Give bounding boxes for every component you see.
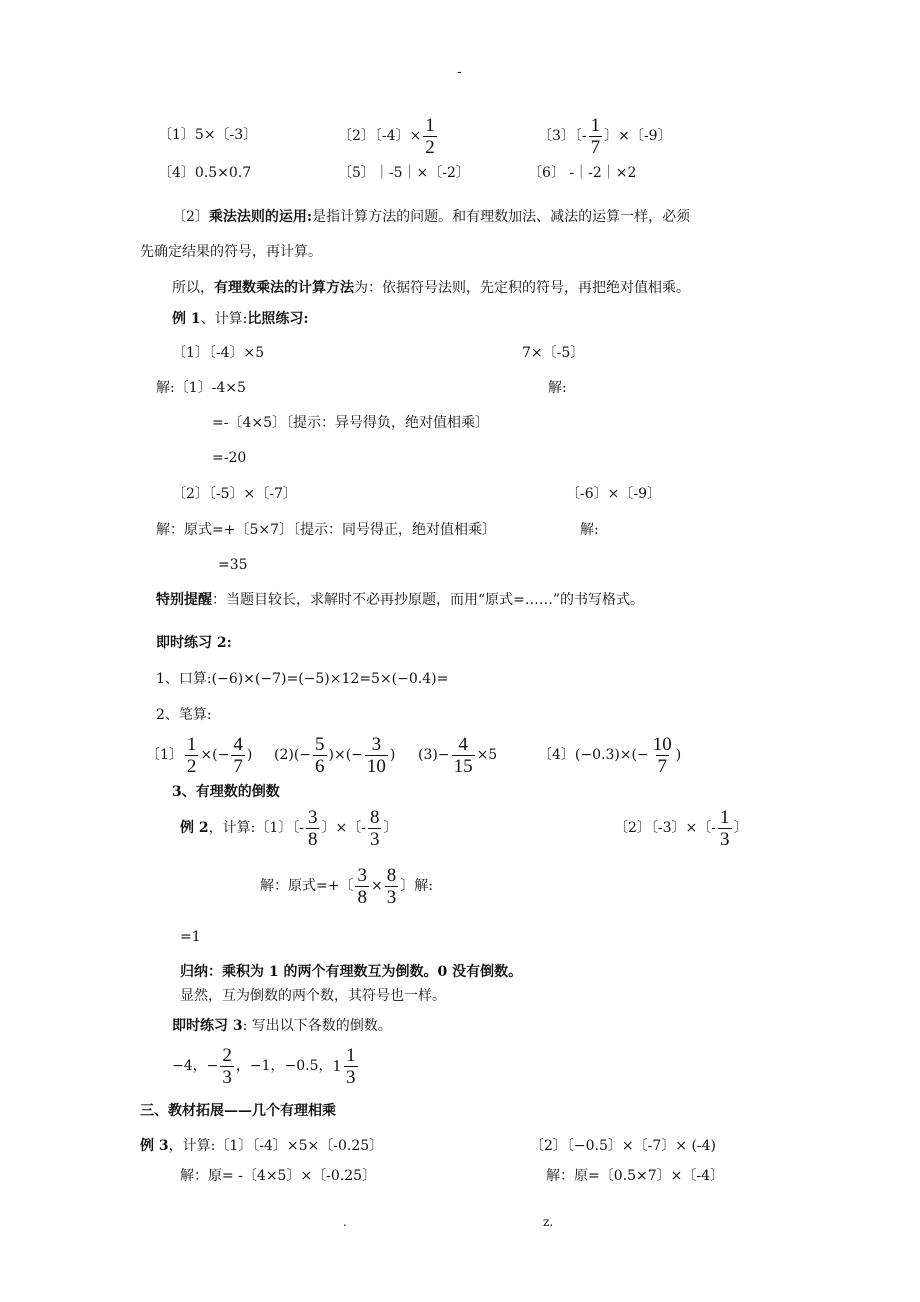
exercise-2-text: 〔2〕〔-4〕× <box>338 128 422 144</box>
numbers-text: ，−1，−0.5， <box>235 1058 333 1074</box>
numerator: 8 <box>369 806 380 828</box>
operator: × <box>370 878 383 894</box>
fraction <box>368 807 382 850</box>
fraction-one-half <box>423 115 437 158</box>
exercise-5: 〔5〕｜-5｜×〔-2〕 <box>338 165 470 181</box>
close-bracket: 〕 <box>383 820 398 836</box>
denominator: 7 <box>590 136 601 158</box>
denominator: 3 <box>720 828 730 850</box>
operator: ×(− <box>200 747 230 763</box>
example-1-q2: 〔2〕〔-5〕×〔-7〕 <box>172 486 297 502</box>
numerator: 1 <box>186 733 197 755</box>
problem-number: 〔1〕 <box>146 747 183 763</box>
numerator: 3 <box>357 864 367 886</box>
rule-paragraph-1 <box>172 207 690 227</box>
example-1-step-1: =-〔4×5〕〔提示：异号得负，绝对值相乘〕 <box>212 415 490 431</box>
written-problem-2 <box>274 731 395 779</box>
rule-number: 〔2〕 <box>172 209 209 225</box>
example-1-step-3: =35 <box>218 557 248 573</box>
rule-heading: 乘法法则的运用: <box>208 209 313 225</box>
operator: 〕×〔- <box>321 820 366 836</box>
practice-2-title: 即时练习 2: <box>156 635 232 651</box>
example-1-solution-2: 解：原式=+〔5×7〕〔提示：同号得正，绝对值相乘〕 <box>156 522 497 538</box>
practice-3-text: : 写出以下各数的倒数。 <box>242 1018 392 1034</box>
denominator: 15 <box>453 755 473 777</box>
example-3-problem-1 <box>140 1136 383 1156</box>
fraction <box>185 734 199 777</box>
close-paren: ) <box>675 747 682 763</box>
footer-left: . <box>343 1215 347 1229</box>
close-paren: ) <box>389 747 396 763</box>
fraction <box>344 1045 358 1088</box>
denominator: 6 <box>315 755 325 777</box>
problem-number: (3)− <box>418 747 450 763</box>
example-1-label: 例 1 <box>172 311 201 327</box>
example-3-problem-2: 〔2〕〔−0.5〕×〔-7〕× (-4) <box>530 1138 717 1154</box>
exercise-3 <box>538 112 672 160</box>
example-2-solution <box>260 862 433 910</box>
numerator: 1 <box>720 806 730 828</box>
denominator: 7 <box>233 755 243 777</box>
numerator: 8 <box>386 864 397 886</box>
example-3-solution-1: 解：原= -〔4×5〕×〔-0.25〕 <box>180 1168 377 1184</box>
example-1-q1b: 7×〔-5〕 <box>522 345 585 361</box>
numerator: 10 <box>652 733 672 755</box>
special-reminder <box>156 590 644 610</box>
fraction <box>365 734 388 777</box>
written-problem-4 <box>538 731 681 779</box>
denominator: 2 <box>186 755 197 777</box>
reciprocal-summary: 归纳：乘积为 1 的两个有理数互为倒数。0 没有倒数。 <box>180 964 523 980</box>
footer-right: z. <box>543 1215 554 1229</box>
example-2-problem-2 <box>614 804 748 852</box>
denominator: 10 <box>366 755 386 777</box>
practice-3 <box>172 1016 392 1036</box>
denominator: 8 <box>357 886 367 908</box>
example-1-q2b: 〔-6〕×〔-9〕 <box>566 486 662 502</box>
denominator: 8 <box>307 828 318 850</box>
solution-tail: 〕解: <box>400 878 433 894</box>
example-2-result: =1 <box>180 929 201 945</box>
fraction <box>313 734 327 777</box>
example-1-compare: 比照练习: <box>247 311 309 327</box>
fraction <box>385 865 399 908</box>
mixed-number <box>333 1042 360 1090</box>
example-2-problem-1 <box>180 804 397 852</box>
reciprocal-note: 显然，互为倒数的两个数，其符号也一样。 <box>180 988 446 1004</box>
numerator: 2 <box>222 1044 232 1066</box>
exercise-3-tail: 〕×〔-9〕 <box>604 128 672 144</box>
exercise-3-text: 〔3〕〔- <box>538 128 587 144</box>
exercise-6: 〔6〕 -｜-2｜×2 <box>528 165 637 181</box>
example-1-q1: 〔1〕〔-4〕×5 <box>172 345 265 361</box>
denominator: 7 <box>657 755 667 777</box>
fraction <box>718 807 732 850</box>
example-3-text: ，计算:〔1〕〔-4〕×5×〔-0.25〕 <box>168 1138 384 1154</box>
rule-paragraph-2 <box>172 278 690 298</box>
practice-3-numbers <box>172 1042 360 1090</box>
practice-3-label: 即时练习 3 <box>172 1018 243 1034</box>
extension-title: 三、教材拓展——几个有理相乘 <box>140 1103 336 1119</box>
reminder-text: ：当题目较长，求解时不必再抄原题，而用“原式=……”的书写格式。 <box>212 592 645 608</box>
close-paren: ) <box>246 747 253 763</box>
numerator: 1 <box>425 114 435 136</box>
denominator: 2 <box>425 136 435 158</box>
oral-label: 1、口算: <box>156 671 212 687</box>
written-problem-1 <box>146 731 252 779</box>
whole-part: 1 <box>332 1056 342 1075</box>
fraction <box>220 1045 234 1088</box>
numerator: 1 <box>346 1044 356 1066</box>
exercise-4: 〔4〕0.5×0.7 <box>158 165 252 181</box>
fraction <box>452 734 475 777</box>
rule-lead: 所以， <box>172 280 214 296</box>
denominator: 3 <box>346 1066 356 1088</box>
fraction-one-seventh <box>589 115 603 158</box>
numerator: 4 <box>458 733 468 755</box>
problem-number: (2)(− <box>274 747 312 763</box>
numerator: 4 <box>233 733 243 755</box>
written-problem-3 <box>418 731 497 779</box>
close-bracket: 〕 <box>733 820 748 836</box>
exercise-2 <box>338 112 439 160</box>
reminder-label: 特别提醒 <box>156 592 212 608</box>
example-3-label: 例 3 <box>140 1138 169 1154</box>
numbers-text: −4，− <box>172 1058 219 1074</box>
numerator: 5 <box>315 733 325 755</box>
example-1-step-2: =-20 <box>212 450 247 466</box>
numerator: 3 <box>307 806 318 828</box>
operator: ×5 <box>476 747 498 763</box>
rule-text: 是指计算方法的问题。和有理数加法、减法的运算一样，必须 <box>312 209 691 225</box>
solution-text: 解：原式=+〔 <box>260 878 354 894</box>
operator: )×(− <box>328 747 363 763</box>
problem-number: 〔4〕(−0.3)×(− <box>538 747 649 763</box>
fraction <box>306 807 320 850</box>
exercise-1: 〔1〕5×〔-3〕 <box>158 127 258 143</box>
rule-method-heading: 有理数乘法的计算方法 <box>214 280 354 296</box>
fraction <box>651 734 674 777</box>
numerator: 3 <box>371 733 382 755</box>
numerator: 1 <box>590 114 601 136</box>
written-calculation-label: 2、笔算: <box>156 707 212 723</box>
example-2-text: ，计算:〔1〕〔- <box>208 820 304 836</box>
reciprocal-title: 3、有理数的倒数 <box>172 784 280 800</box>
rule-paragraph-1-cont: 先确定结果的符号，再计算。 <box>140 244 322 260</box>
rule-method-text: 为：依据符号法则，先定积的符号，再把绝对值相乘。 <box>354 280 690 296</box>
example-1-solution: 解:〔1〕-4×5 <box>156 380 246 396</box>
example-1-solution-2b: 解: <box>580 522 599 538</box>
fraction <box>231 734 245 777</box>
example-1-text: 、计算: <box>200 311 248 327</box>
denominator: 3 <box>369 828 380 850</box>
example-1-heading <box>172 309 309 329</box>
oral-expression: (−6)×(−7)=(−5)×12=5×(−0.4)= <box>211 671 449 687</box>
denominator: 3 <box>386 886 397 908</box>
header-mark: - <box>457 64 462 80</box>
example-2-text: 〔2〕〔-3〕×〔- <box>614 820 717 836</box>
oral-calculation <box>156 669 448 689</box>
fraction <box>355 865 369 908</box>
example-1-solution-b: 解: <box>548 380 567 396</box>
example-2-label: 例 2 <box>180 820 209 836</box>
example-3-solution-2: 解：原=〔0.5×7〕×〔-4〕 <box>546 1168 725 1184</box>
denominator: 3 <box>222 1066 232 1088</box>
